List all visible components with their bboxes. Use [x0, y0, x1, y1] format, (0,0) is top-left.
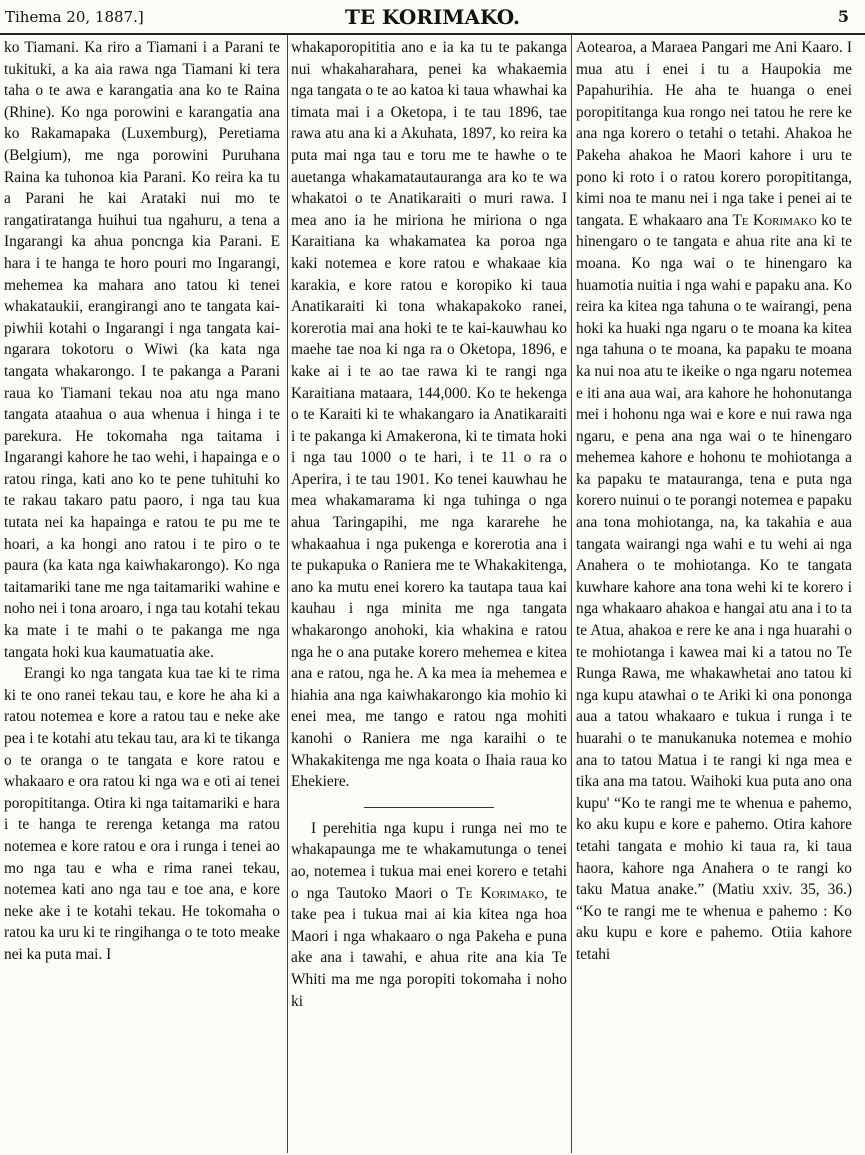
- page-number: 5: [837, 7, 849, 26]
- column-divider-2: [571, 35, 572, 1153]
- column-3: [576, 37, 852, 966]
- col3-p1-text-c: ko te hinengaro o te tangata e ahua rite ana ki te moana. Ko nga wai o te hinengaro ka huamotia nuitia i nga wahi e papaku ana. Ko reira ka kitea nga tahuna o te wairangi, pena hoki ka huaki nga ngaru o te moana ka kitea nga tahuna o te moana, ka papaku te moana ka nui noa atu te ikeike o nga ngaru notemea e iti ana aua wai, ara kahore he hohonutanga mei i hohonu nga wai e kore e nui rawa nga ngaru, e pena ana nga wai o te hinengaro mehemea kahore e hohonu te mohiotanga a ka papaku te matauranga, tena e puta nga korero nuinui o te porangi notemea e papaku ana tona mohiotanga, na, ka takahia e aua tangata wairangi nga wahi e tu wehi ai nga Anahera o te mohiotanga. Ko te tangata kuwhare kahore ana tona wehi ki te korero i nga whakaaro ahakoa e hangai atu ana i to ta te Atua, ahakoa e rere ke ana i nga huarahi o te mohiotanga i kawea mai ki a tatou no Te Runga Rawa, me whakawhetai ano tatou ki nga kupu atawhai o te Ariki ki ona pononga aua a tatou whakaaro e tukua i runga i te huarahi o te manukanuka notemea e mohio ana to tatou Matua i te rangi ki nga mea e tika ana ma tatou. Waihoki kua puta ano ona kupu' “Ko te rangi me te whenua e pahemo, ko aku kupu e kore e pahemo. Otira kahore tetahi tangata e mohio ki taua ra, ki taua haora, kahore nga Anahera o te rangi ko taku Matua anake.” (Matiu xxiv. 35, 36.) “Ko te rangi me te whenua e pahemo : Ko aku kupu e kore e pahemo. Otiia kahore tetahi: [576, 211, 852, 963]
- col3-paragraph-1: [576, 37, 852, 966]
- column-divider-1: [287, 35, 288, 1153]
- newspaper-name: Te Korimako: [456, 884, 545, 902]
- col2-paragraph-1: whakaporopititia ano e ia ka tu te pakanga nui whakaharahara, penei ka whakaemia nga tangata o te ao katoa ki taua whawhai ka timata mai i a Oketopa, i te tau 1896, tae rawa atu ana ki a Akuhata, 1897, ko reira ka puta mai nga tau e toru me te hawhe o te auetanga whakamatautauranga ara ko te wa whakatoi o te Anatikaraiti o muri rawa. I mea ano ia he miriona he miriona o nga Karaitiana ka whakamatea ka poroa nga kaki notemea e kore ratou e whakaae kia karakia, e kore ratou e koropiko ki taua Anatikaraiti ki tona whakapakoko ranei, korerotia mai ana hoki te te kai-kauwhau ko maehe tae noa ki nga ra o Oketopa, 1896, e kake ai i te ao tae rawa ki te rangi nga Karaitiana mataara, 144,000. Ko te hekenga o te Karaiti ki te whakangaro ia Anatikaraiti i te pakanga ki Amakerona, ki te timata hoki i nga tau 1000 o te hari, i te 11 o ra o Aperira, i te tau 1901. Ko tenei kauwhau he mea whakamarama ki nga tuhinga o nga ahua Taringapihi, me nga kararehe he whakaahua i nga pukenga e korerotia ana i te pukapuka o Raniera me te Whakakitenga, ano ka mutu enei korero ka tautapa taua kai kauhau i nga minita me nga tangata whakarongo anohoki, kia whakina e ratou nga he o ana putake korero mehemea e kitea ana e ratou, nga he. A ka mea ia mehemea e hiahia ana nga kaiwhakarongo kia mohio ki enei mea, me tango e ratou nga mohiti kanohi o Raniera me nga karaihi o te Whakakitenga me nga koata o Ihaia raua ko Ehekiere.: [291, 39, 567, 791]
- masthead-title: TE KORIMAKO.: [344, 5, 521, 29]
- page-header: [0, 0, 865, 36]
- col2-p2-text-a: I perehitia nga kupu i runga nei mo te whakapaunga me te whakamutunga o tenei ao, notemea i tukua mai enei korero e tetahi o nga Tautoko Maori o: [291, 819, 567, 902]
- col3-p1-text-a: Aotearoa, a Maraea Pangari me Ani Kaaro. I mua atu i enei i tu a Haupokia me Papahurihia. He aha te huanga o enei poropititanga kua rongo nei tatou he rere ke ana nga korero o tetahi o tetahi. Ahakoa he Pakeha ahakoa he Maori kahore i uru te pono ki roto i o ratou korero poropititanga, kimi noa te manu nei i nga take i penei ai te tangata. E whakaaro ana: [576, 39, 852, 229]
- col1-paragraph-2: Erangi ko nga tangata kua tae ki te rima ki te ono ranei tekau tau, e kore he aha ki a ratou notemea e kore a ratou tau e neke ake pea i te kotahi atu tekau tau, ara ki te tikanga o te oranga o te tangata e kore ratou e whakaaro e ora ratou ki nga wa e oti ai tenei poropititanga. Otira ki nga taitamariki e hara i te hanga te rerenga ketanga ma ratou notemea e kore ratou e ora i runga i tenei ao mo nga tau e wha e rima ranei tekau, notemea kati ano nga tau e toe ana, e kore neke ake i te kotahi tekau. He tokomaha o ratou ka uru ki te ringihanga o te toto meake nei ka puta mai. I: [4, 665, 280, 963]
- column-1: [4, 37, 280, 966]
- header-rule: [0, 33, 865, 35]
- col2-p2-text-c: , te take pea i tukua mai ai kia kitea nga hoa Maori i nga whakaaro o nga Pakeha e puna ake ana i tawahi, e ahua rite ana kia Te Whiti ma me nga poropiti tokomaha i noho ki: [291, 884, 567, 1010]
- column-2: [291, 37, 567, 1012]
- col1-paragraph-1: ko Tiamani. Ka riro a Tiamani i a Parani te tukituki, a ka aia rawa nga Tiamani ki tera taha o te awa e karangatia ana ko te Raina (Rhine). Ko nga porowini e karangatia ana ko Rakamapaka (Luxemburg), Peretiama (Belgium), me nga porowini Puruhana Raina ka tuhonoa kia Parani. Ko reira ka tu a Parani he kai Arataki nui mo te rangatiratanga huihui tua ngahuru, a tena a Ingarangi ka ahua poncnga kia Parani. E hara i te hanga te horo pouri mo Ingarangi, mehemea ka mahara ano tatou ki tenei whakataukii, erangirangi ano te tangata kai-piwhii kotahi o Ingarangi i nga tangata kai-ngarara tokotoru o Wiwi (ka kata nga tangata whakarongo. I te pakanga a Parani raua ko Tiamani tekau noa atu nga mano tangata ataahua o aua whenua i hinga i te parekura. He tokomaha nga taitama i Ingarangi kahore he tao wehi, i hapainga e o ratou ringa, kati ano ko te pene tuhituhi ko te rakau takaro patu paoro, i nga tau kua tutata nei ka hapainga e ratou te pu me te hoari, a ka hongi ano ratou i te piro o te paura (ka kata nga kaiwhakarongo). Ko nga taitamariki tane me nga taitamariki wahine e noho nei i tona aroaro, i nga tau kotahi tekau ka mate i te mahi o te pakanga me nga tangata hoki kua kaumatuatia ake.: [4, 39, 280, 661]
- col2-paragraph-2: [291, 818, 567, 1012]
- section-separator: [364, 807, 494, 808]
- issue-date: Tihema 20, 1887.]: [5, 8, 144, 26]
- newspaper-name-2: Te Korimako: [732, 211, 817, 229]
